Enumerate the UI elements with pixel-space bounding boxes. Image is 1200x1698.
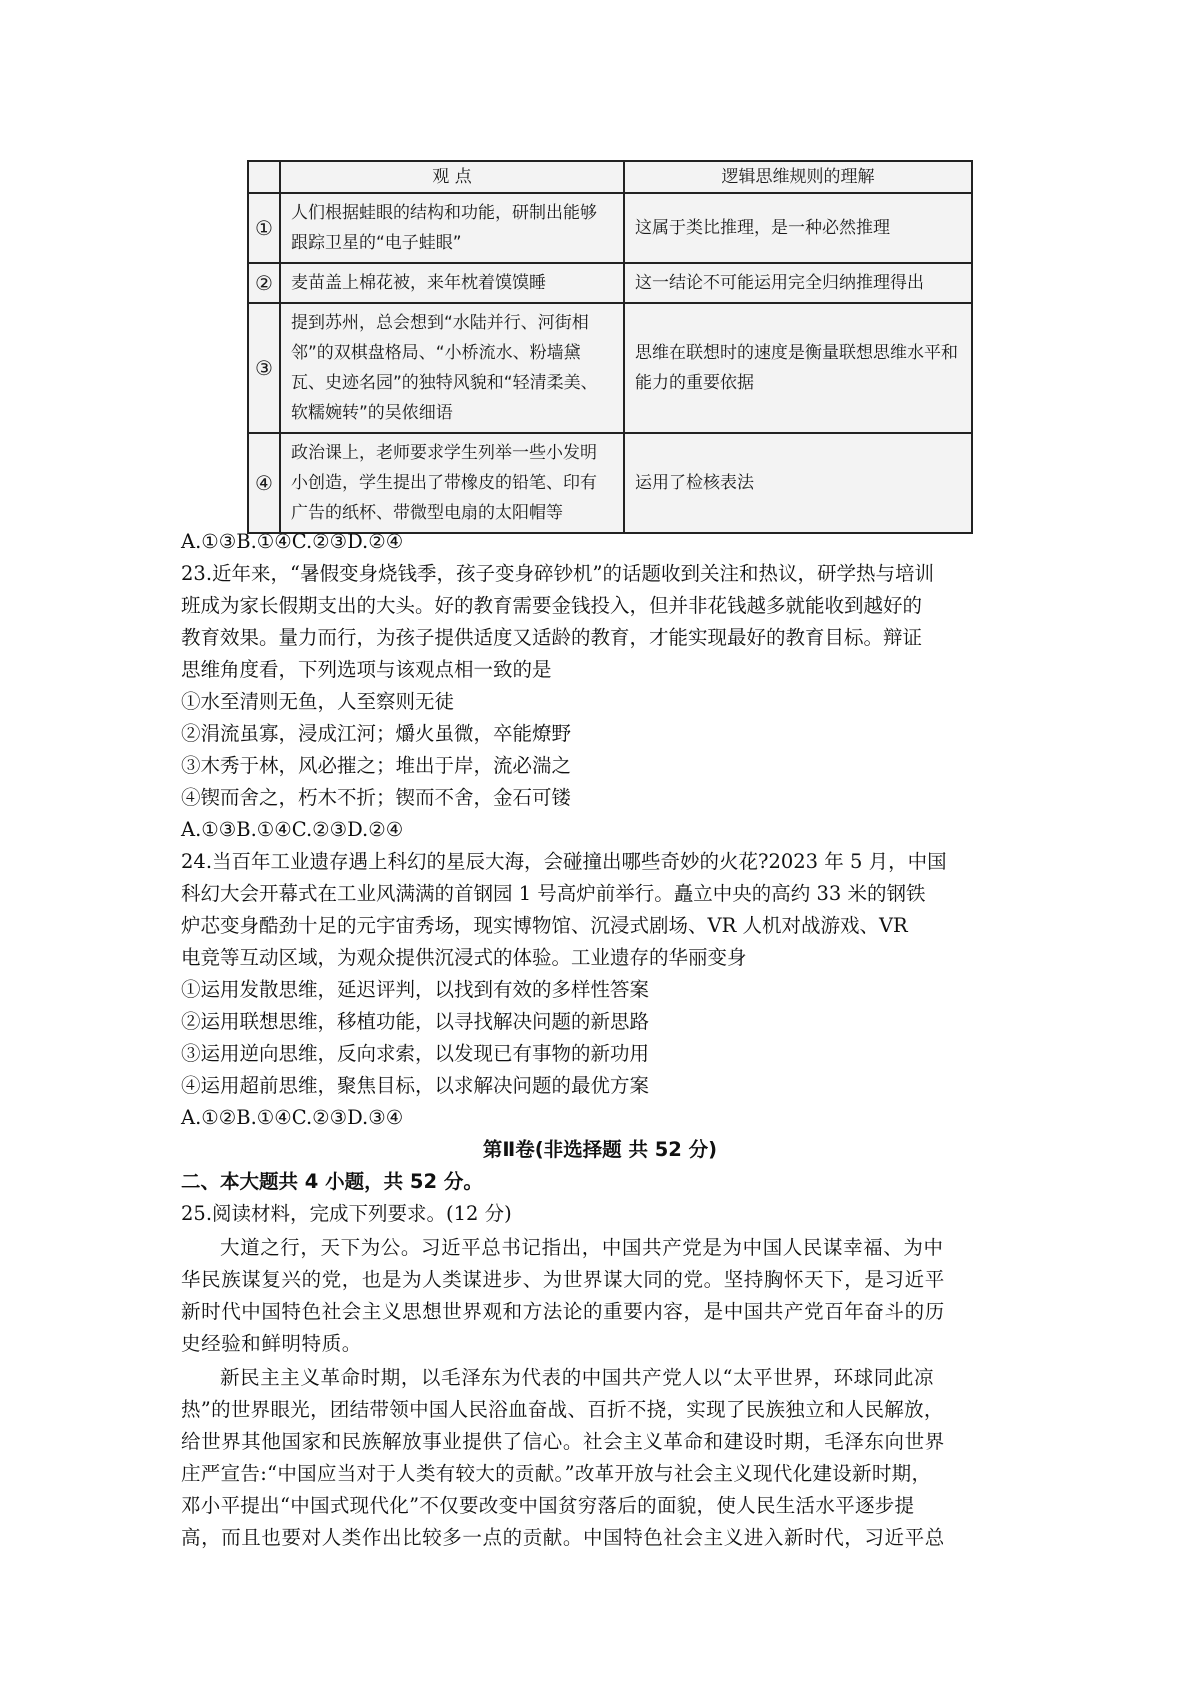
q25-para2-line-2: 热”的世界眼光，团结带领中国人民浴血奋战、百折不挠，实现了民族独立和人民解放，: [181, 1398, 944, 1421]
row-understanding: 运用了检核表法: [624, 433, 972, 533]
q23-stem-line-2: 班成为家长假期支出的大头。好的教育需要金钱投入，但并非花钱越多就能收到越好的: [181, 594, 923, 617]
table-header-row: [248, 161, 972, 193]
table-header-understanding: 逻辑思维规则的理解: [624, 161, 972, 193]
q24-stem-line-4: 电竞等互动区域，为观众提供沉浸式的体验。工业遗存的华丽变身: [181, 946, 747, 969]
q25-para2-line-4: 庄严宣告:“中国应当对于人类有较大的贡献。”改革开放与社会主义现代化建设新时期，: [181, 1462, 932, 1485]
section-subtitle: 二、本大题共 4 小题，共 52 分。: [181, 1170, 483, 1193]
row-number: ①: [248, 193, 280, 263]
q22-options: A.①③B.①④C.②③D.②④: [181, 530, 404, 553]
table-row: [248, 263, 972, 303]
q23-stem-line-1: 23.近年来，“暑假变身烧钱季，孩子变身碎钞机”的话题收到关注和热议，研学热与培训: [181, 562, 934, 585]
q23-stem-line-3: 教育效果。量力而行，为孩子提供适度又适龄的教育，才能实现最好的教育目标。辩证: [181, 626, 923, 649]
q25-para2-line-1: 新民主主义革命时期，以毛泽东为代表的中国共产党人以“太平世界，环球同此凉: [220, 1366, 935, 1389]
row-number: ③: [248, 303, 280, 433]
table-header-view: 观 点: [280, 161, 624, 193]
q23-item-1: ①水至清则无鱼，人至察则无徒: [181, 690, 455, 713]
q25-stem: 25.阅读材料，完成下列要求。(12 分): [181, 1202, 512, 1225]
q25-para2-line-5: 邓小平提出“中国式现代化”不仅要改变中国贫穷落后的面貌，使人民生活水平逐步提: [181, 1494, 915, 1517]
q24-stem-line-2: 科幻大会开幕式在工业风满满的首钢园 1 号高炉前举行。矗立中央的高约 33 米的钢铁: [181, 882, 926, 905]
row-understanding: 这属于类比推理，是一种必然推理: [624, 193, 972, 263]
q23-item-2: ②涓流虽寡，浸成江河；爝火虽微，卒能燎野: [181, 722, 572, 745]
row-view: 提到苏州，总会想到“水陆并行、河街相邻”的双棋盘格局、“小桥流水、粉墙黛瓦、史迹名园”的独特风貌和“轻清柔美、软糯婉转”的吴侬细语: [280, 303, 624, 433]
q23-options: A.①③B.①④C.②③D.②④: [181, 818, 404, 841]
q25-para1-line-3: 新时代中国特色社会主义思想世界观和方法论的重要内容，是中国共产党百年奋斗的历: [181, 1300, 945, 1323]
table-row: [248, 193, 972, 263]
q25-para1-line-1: 大道之行，天下为公。习近平总书记指出，中国共产党是为中国人民谋幸福、为中: [220, 1236, 944, 1259]
q25-para1-line-4: 史经验和鲜明特质。: [181, 1332, 362, 1355]
row-view: 人们根据蛙眼的结构和功能，研制出能够跟踪卫星的“电子蛙眼”: [280, 193, 624, 263]
q23-item-4: ④锲而舍之，朽木不折；锲而不舍，金石可镂: [181, 786, 572, 809]
row-number: ④: [248, 433, 280, 533]
row-understanding: 这一结论不可能运用完全归纳推理得出: [624, 263, 972, 303]
q24-stem-line-1: 24.当百年工业遗存遇上科幻的星辰大海，会碰撞出哪些奇妙的火花?2023 年 5 月，中国: [181, 850, 947, 873]
q24-stem-line-3: 炉芯变身酷劲十足的元宇宙秀场，现实博物馆、沉浸式剧场、VR 人机对战游戏、VR: [181, 914, 908, 937]
row-view: 麦苗盖上棉花被，来年枕着馍馍睡: [280, 263, 624, 303]
row-number: ②: [248, 263, 280, 303]
q23-stem-line-4: 思维角度看，下列选项与该观点相一致的是: [181, 658, 552, 681]
q24-item-4: ④运用超前思维，聚焦目标，以求解决问题的最优方案: [181, 1074, 650, 1097]
q23-item-3: ③木秀于林，风必摧之；堆出于岸，流必湍之: [181, 754, 572, 777]
q25-para2-line-6: 高，而且也要对人类作出比较多一点的贡献。中国特色社会主义进入新时代，习近平总: [181, 1526, 945, 1549]
table-header-num: [248, 161, 280, 193]
q24-options: A.①②B.①④C.②③D.③④: [181, 1106, 404, 1129]
q24-item-1: ①运用发散思维，延迟评判，以找到有效的多样性答案: [181, 978, 650, 1001]
q24-item-2: ②运用联想思维，移植功能，以寻找解决问题的新思路: [181, 1010, 650, 1033]
table-row: [248, 433, 972, 533]
q25-para2-line-3: 给世界其他国家和民族解放事业提供了信心。社会主义革命和建设时期，毛泽东向世界: [181, 1430, 945, 1453]
viewpoint-table: [247, 160, 973, 534]
table-row: [248, 303, 972, 433]
row-understanding: 思维在联想时的速度是衡量联想思维水平和能力的重要依据: [624, 303, 972, 433]
section-title: 第Ⅱ卷(非选择题 共 52 分): [482, 1138, 718, 1161]
q24-item-3: ③运用逆向思维，反向求索，以发现已有事物的新功用: [181, 1042, 650, 1065]
q25-para1-line-2: 华民族谋复兴的党，也是为人类谋进步、为世界谋大同的党。坚持胸怀天下，是习近平: [181, 1268, 945, 1291]
row-view: 政治课上，老师要求学生列举一些小发明小创造，学生提出了带橡皮的铅笔、印有广告的纸杯、带微型电扇的太阳帽等: [280, 433, 624, 533]
